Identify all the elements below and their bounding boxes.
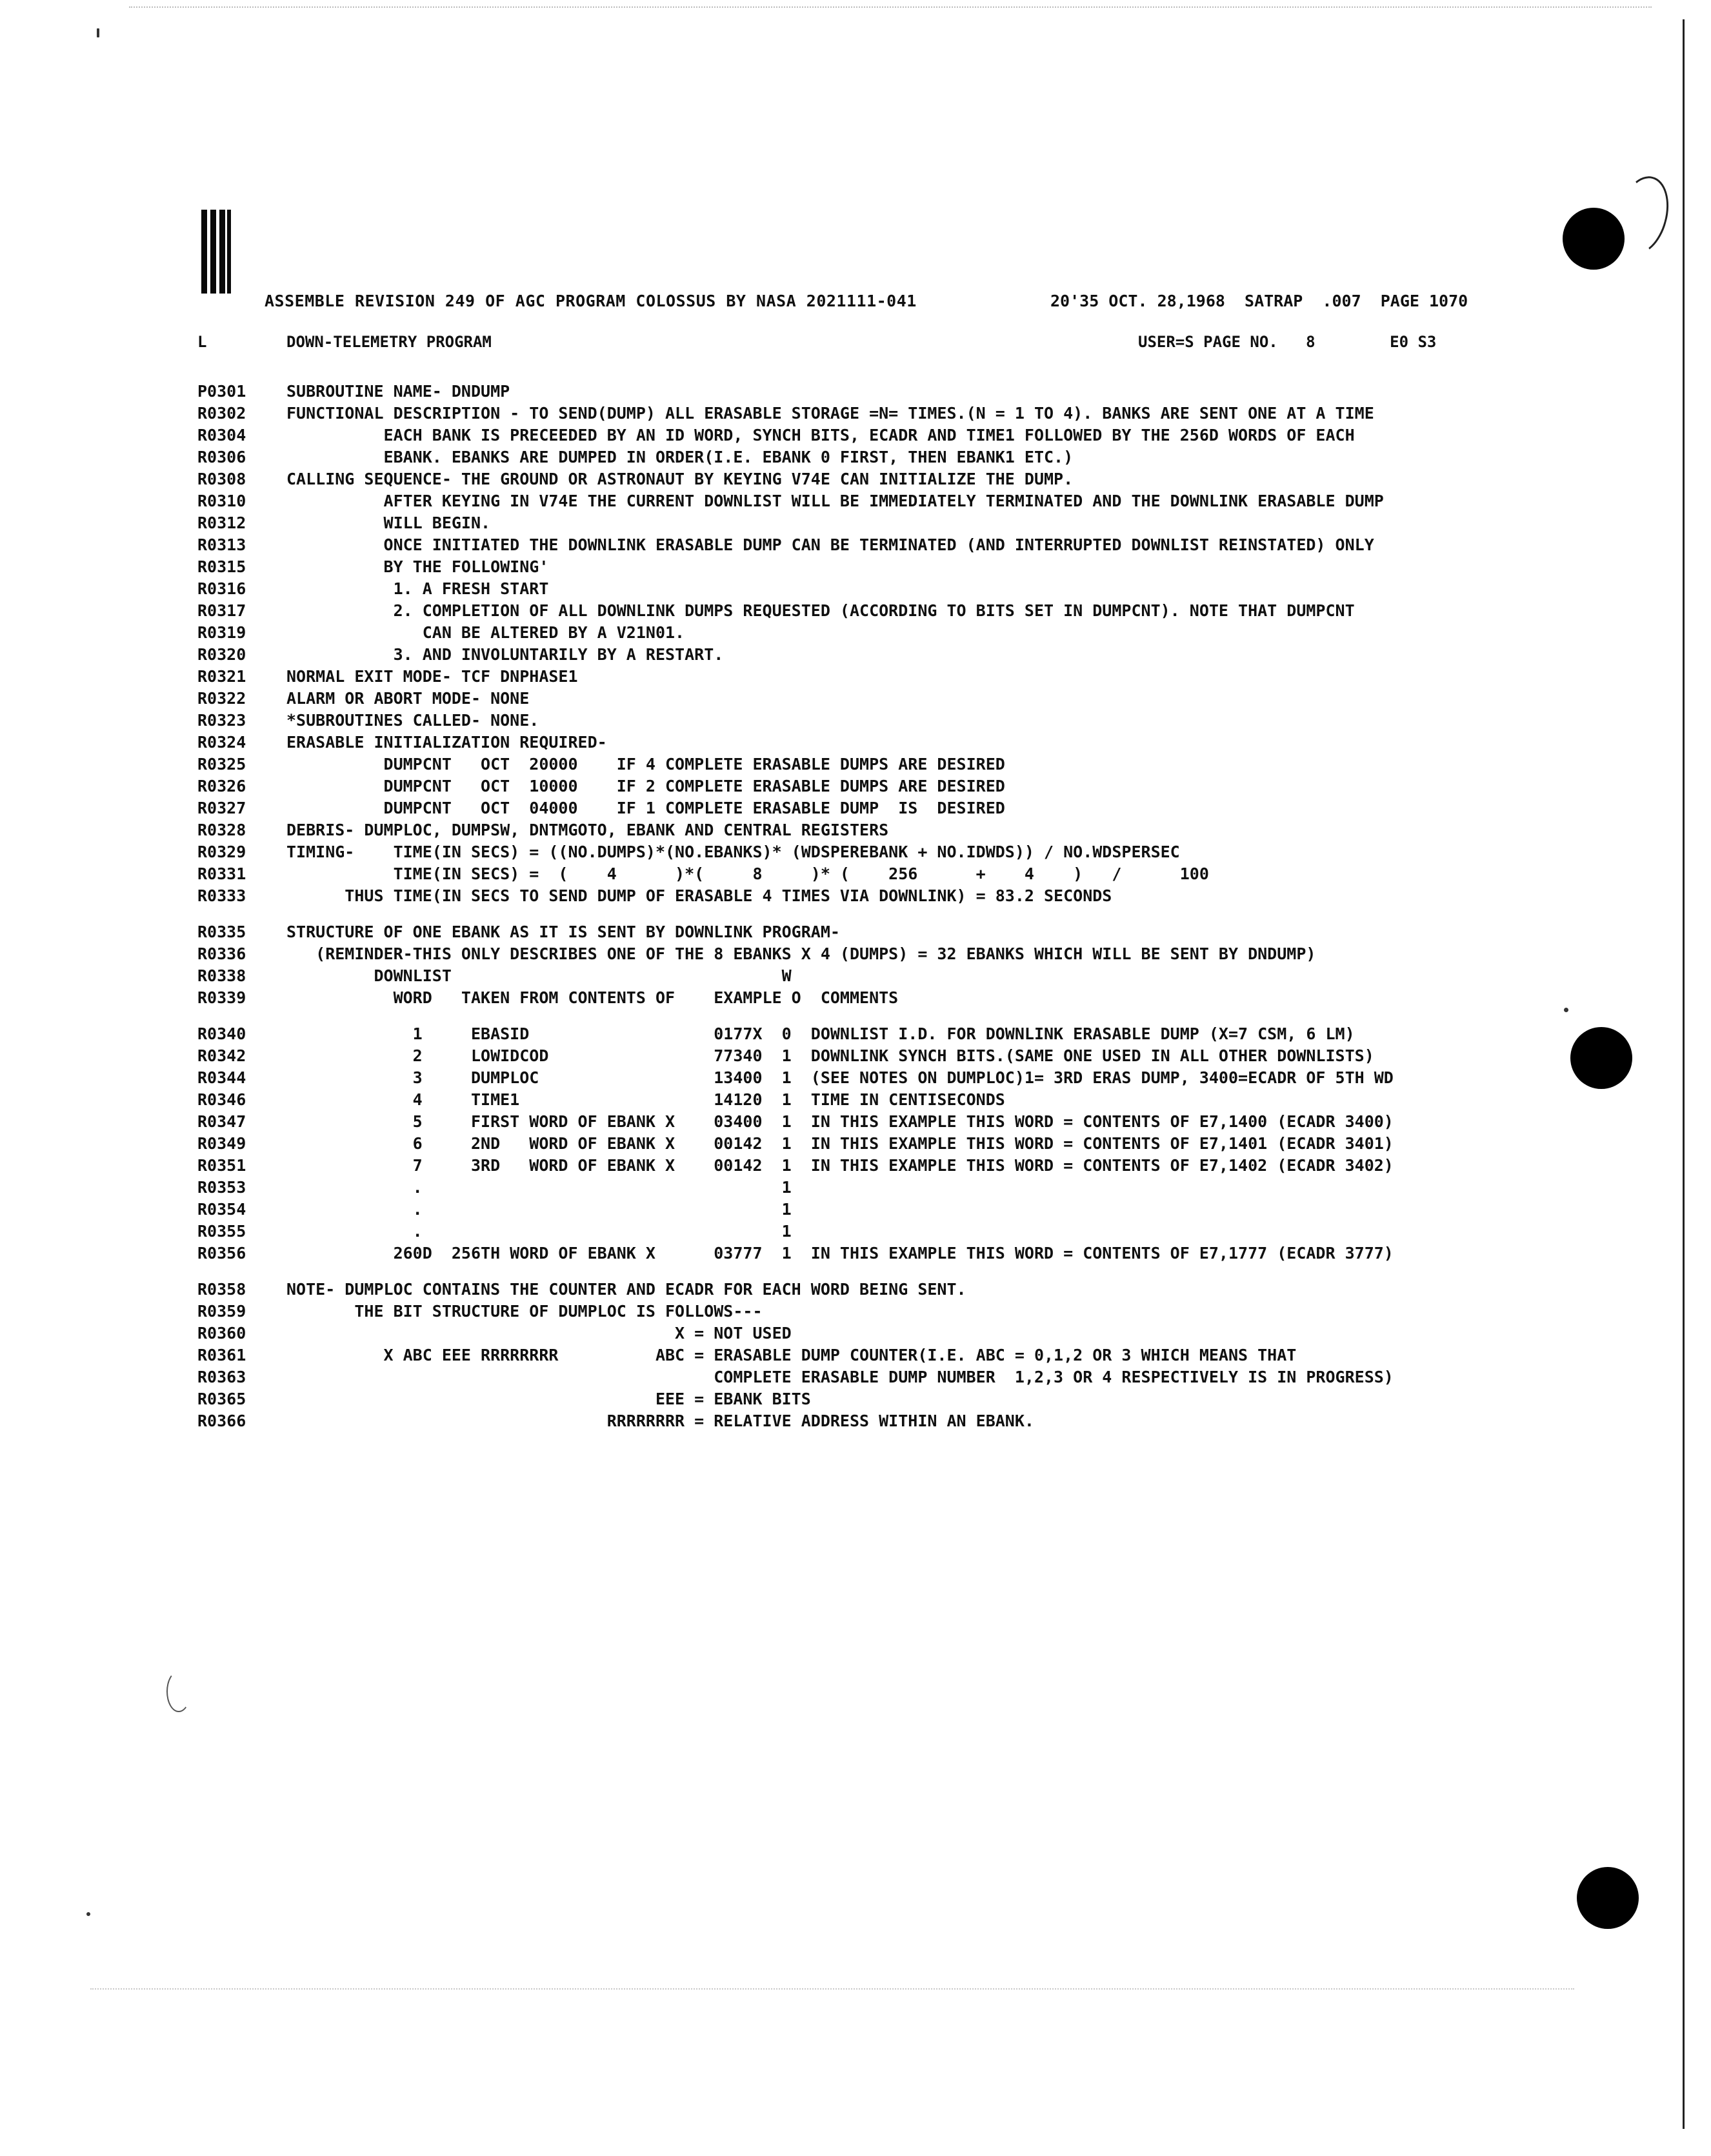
line-text: 2. COMPLETION OF ALL DOWNLINK DUMPS REQUESTED (ACCORDING TO BITS SET IN DUMPCNT). NOTE THAT DUMPCNT [286,601,1355,620]
line-number: R0354 [197,1200,246,1219]
scan-edge-bottom [90,1988,1574,1990]
line-text: ONCE INITIATED THE DOWNLINK ERASABLE DUMP CAN BE TERMINATED (AND INTERRUPTED DOWNLIST REINSTATED) ONLY [286,535,1374,554]
line-text: 2 LOWIDCOD 77340 1 DOWNLINK SYNCH BITS.(SAME ONE USED IN ALL OTHER DOWNLISTS) [286,1046,1374,1065]
line-number: R0315 [197,557,246,576]
line-number: R0302 [197,404,246,423]
line-text: . 1 [286,1222,792,1241]
line-number: R0349 [197,1134,246,1153]
program-marker: L [197,333,207,351]
line-number: R0355 [197,1222,246,1241]
line-number: R0316 [197,579,246,598]
stray-mark-arc [166,1671,191,1712]
listing-line [197,1388,1617,1410]
line-text: . 1 [286,1200,792,1219]
line-text: BY THE FOLLOWING' [286,557,549,576]
line-text: DOWNLIST W [286,966,792,985]
line-number: R0340 [197,1024,246,1043]
listing-line [197,1111,1617,1133]
line-text: EACH BANK IS PRECEEDED BY AN ID WORD, SYNCH BITS, ECADR AND TIME1 FOLLOWED BY THE 256D WORDS OF EACH [286,426,1355,444]
listing-line [197,1264,1617,1279]
listing-line [197,1023,1617,1045]
listing-header-date: 20'35 OCT. 28,1968 SATRAP .007 PAGE 1070 [1050,292,1468,310]
listing-line [197,921,1617,943]
line-text: DUMPCNT OCT 20000 IF 4 COMPLETE ERASABLE DUMPS ARE DESIRED [286,755,1005,774]
line-text: RRRRRRRR = RELATIVE ADDRESS WITHIN AN EBANK. [286,1412,1034,1430]
line-text: ALARM OR ABORT MODE- NONE [286,689,530,708]
listing-line [197,1366,1617,1388]
line-number: R0366 [197,1412,246,1430]
user-page-number: USER=S PAGE NO. 8 E0 S3 [1138,333,1437,351]
line-text: TIMING- TIME(IN SECS) = ((NO.DUMPS)*(NO.EBANKS)* (WDSPEREBANK + NO.IDWDS)) / NO.WDSPERSEC [286,843,1180,861]
listing-line [197,841,1617,863]
line-text: TIME(IN SECS) = ( 4 )*( 8 )* ( 256 + 4 ) / 100 [286,864,1209,883]
listing-line [197,965,1617,987]
listing-line [197,381,1617,403]
listing-line [197,666,1617,688]
line-number: R0325 [197,755,246,774]
line-number: R0347 [197,1112,246,1131]
line-number: R0312 [197,514,246,532]
line-text: COMPLETE ERASABLE DUMP NUMBER 1,2,3 OR 4 RESPECTIVELY IS IN PROGRESS) [286,1368,1394,1386]
listing-line [197,468,1617,490]
listing-line [197,797,1617,819]
line-text: (REMINDER-THIS ONLY DESCRIBES ONE OF THE 8 EBANKS X 4 (DUMPS) = 32 EBANKS WHICH WILL BE SENT BY DNDUMP) [286,944,1316,963]
line-number: R0306 [197,448,246,466]
line-number: R0321 [197,667,246,686]
line-number: R0353 [197,1178,246,1197]
line-number: R0331 [197,864,246,883]
line-text: THE BIT STRUCTURE OF DUMPLOC IS FOLLOWS--- [286,1302,763,1321]
line-number: R0320 [197,645,246,664]
line-number: R0363 [197,1368,246,1386]
line-number: R0361 [197,1346,246,1364]
line-number: R0323 [197,711,246,730]
line-number: R0322 [197,689,246,708]
listing-line [197,754,1617,775]
line-number: R0328 [197,821,246,839]
binder-tab-marks [201,210,231,294]
line-text: WORD TAKEN FROM CONTENTS OF EXAMPLE O COMMENTS [286,988,899,1007]
line-text: 7 3RD WORD OF EBANK X 00142 1 IN THIS EXAMPLE THIS WORD = CONTENTS OF E7,1402 (ECADR 3402) [286,1156,1394,1175]
listing-line [197,1410,1617,1432]
listing-line [197,819,1617,841]
line-number: R0313 [197,535,246,554]
listing-line [197,1199,1617,1221]
line-number: R0319 [197,623,246,642]
line-text: ERASABLE INITIALIZATION REQUIRED- [286,733,607,752]
line-text: DUMPCNT OCT 10000 IF 2 COMPLETE ERASABLE DUMPS ARE DESIRED [286,777,1005,795]
listing-line [197,1221,1617,1243]
listing-line [197,1301,1617,1323]
scan-edge-top [129,6,1652,8]
line-number: R0333 [197,886,246,905]
listing-line [197,885,1617,907]
listing-line [197,710,1617,732]
listing-line [197,490,1617,512]
line-number: R0365 [197,1390,246,1408]
listing-line [197,732,1617,754]
stray-dot [86,1912,90,1916]
line-text: FUNCTIONAL DESCRIPTION - TO SEND(DUMP) ALL ERASABLE STORAGE =N= TIMES.(N = 1 TO 4). BANKS ARE SENT ONE AT A TIME [286,404,1374,423]
line-number: R0351 [197,1156,246,1175]
line-number: R0344 [197,1068,246,1087]
line-text: NOTE- DUMPLOC CONTAINS THE COUNTER AND ECADR FOR EACH WORD BEING SENT. [286,1280,966,1299]
line-text: 6 2ND WORD OF EBANK X 00142 1 IN THIS EXAMPLE THIS WORD = CONTENTS OF E7,1401 (ECADR 3401) [286,1134,1394,1153]
line-text: 3. AND INVOLUNTARILY BY A RESTART. [286,645,724,664]
line-number: R0356 [197,1244,246,1263]
line-text: STRUCTURE OF ONE EBANK AS IT IS SENT BY DOWNLINK PROGRAM- [286,923,840,941]
line-text: NORMAL EXIT MODE- TCF DNPHASE1 [286,667,578,686]
listing-line [197,863,1617,885]
listing-line [197,1323,1617,1344]
listing-line [197,600,1617,622]
line-text: CAN BE ALTERED BY A V21N01. [286,623,685,642]
listing-line [197,1045,1617,1067]
line-number: R0359 [197,1302,246,1321]
scan-edge-right [1683,19,1685,2129]
line-number: R0324 [197,733,246,752]
line-number: R0310 [197,492,246,510]
line-number: R0358 [197,1280,246,1299]
line-text: DEBRIS- DUMPLOC, DUMPSW, DNTMGOTO, EBANK AND CENTRAL REGISTERS [286,821,889,839]
line-text: WILL BEGIN. [286,514,491,532]
listing-line [197,534,1617,556]
listing-header: ASSEMBLE REVISION 249 OF AGC PROGRAM COLOSSUS BY NASA 2021111-041 [265,292,917,310]
listing-line [197,1177,1617,1199]
listing-line [197,446,1617,468]
listing-line [197,1067,1617,1089]
line-text: X ABC EEE RRRRRRRR ABC = ERASABLE DUMP COUNTER(I.E. ABC = 0,1,2 OR 3 WHICH MEANS THAT [286,1346,1297,1364]
listing-line [197,688,1617,710]
line-number: R0335 [197,923,246,941]
line-text: 260D 256TH WORD OF EBANK X 03777 1 IN THIS EXAMPLE THIS WORD = CONTENTS OF E7,1777 (ECADR 3777) [286,1244,1394,1263]
line-number: R0360 [197,1324,246,1343]
listing-line [197,1009,1617,1023]
line-number: R0339 [197,988,246,1007]
line-text: 5 FIRST WORD OF EBANK X 03400 1 IN THIS EXAMPLE THIS WORD = CONTENTS OF E7,1400 (ECADR 3400) [286,1112,1394,1131]
line-text: DUMPCNT OCT 04000 IF 1 COMPLETE ERASABLE DUMP IS DESIRED [286,799,1005,817]
punch-hole-bottom [1577,1867,1639,1929]
line-text: *SUBROUTINES CALLED- NONE. [286,711,539,730]
line-text: EBANK. EBANKS ARE DUMPED IN ORDER(I.E. EBANK 0 FIRST, THEN EBANK1 ETC.) [286,448,1074,466]
listing-line [197,987,1617,1009]
punch-hole-top [1563,208,1625,270]
assembly-listing [197,381,1617,1432]
line-number: P0301 [197,382,246,401]
listing-line [197,556,1617,578]
listing-line [197,1089,1617,1111]
line-number: R0346 [197,1090,246,1109]
line-text: X = NOT USED [286,1324,792,1343]
listing-line [197,1243,1617,1264]
line-number: R0327 [197,799,246,817]
listing-line [197,1279,1617,1301]
listing-line [197,622,1617,644]
listing-line [197,907,1617,921]
listing-line [197,578,1617,600]
line-number: R0304 [197,426,246,444]
line-text: 4 TIME1 14120 1 TIME IN CENTISECONDS [286,1090,1005,1109]
listing-line [197,403,1617,424]
listing-line [197,424,1617,446]
line-text: 3 DUMPLOC 13400 1 (SEE NOTES ON DUMPLOC)1= 3RD ERAS DUMP, 3400=ECADR OF 5TH WD [286,1068,1394,1087]
line-number: R0342 [197,1046,246,1065]
line-number: R0338 [197,966,246,985]
stray-dot [97,28,99,37]
line-text: EEE = EBANK BITS [286,1390,811,1408]
line-text: . 1 [286,1178,792,1197]
line-number: R0317 [197,601,246,620]
line-number: R0326 [197,777,246,795]
listing-line [197,644,1617,666]
listing-line [197,1133,1617,1155]
line-number: R0329 [197,843,246,861]
line-text: 1 EBASID 0177X 0 DOWNLIST I.D. FOR DOWNLINK ERASABLE DUMP (X=7 CSM, 6 LM) [286,1024,1355,1043]
listing-line [197,512,1617,534]
line-number: R0336 [197,944,246,963]
listing-line [197,943,1617,965]
line-text: CALLING SEQUENCE- THE GROUND OR ASTRONAUT BY KEYING V74E CAN INITIALIZE THE DUMP. [286,470,1074,488]
listing-line [197,1155,1617,1177]
listing-line [197,1344,1617,1366]
line-number: R0308 [197,470,246,488]
listing-line [197,775,1617,797]
line-text: 1. A FRESH START [286,579,549,598]
program-title: DOWN-TELEMETRY PROGRAM [286,333,492,351]
line-text: AFTER KEYING IN V74E THE CURRENT DOWNLIST WILL BE IMMEDIATELY TERMINATED AND THE DOWNLINK ERASABLE DUMP [286,492,1384,510]
line-text: THUS TIME(IN SECS TO SEND DUMP OF ERASABLE 4 TIMES VIA DOWNLINK) = 83.2 SECONDS [286,886,1112,905]
line-text: SUBROUTINE NAME- DNDUMP [286,382,510,401]
